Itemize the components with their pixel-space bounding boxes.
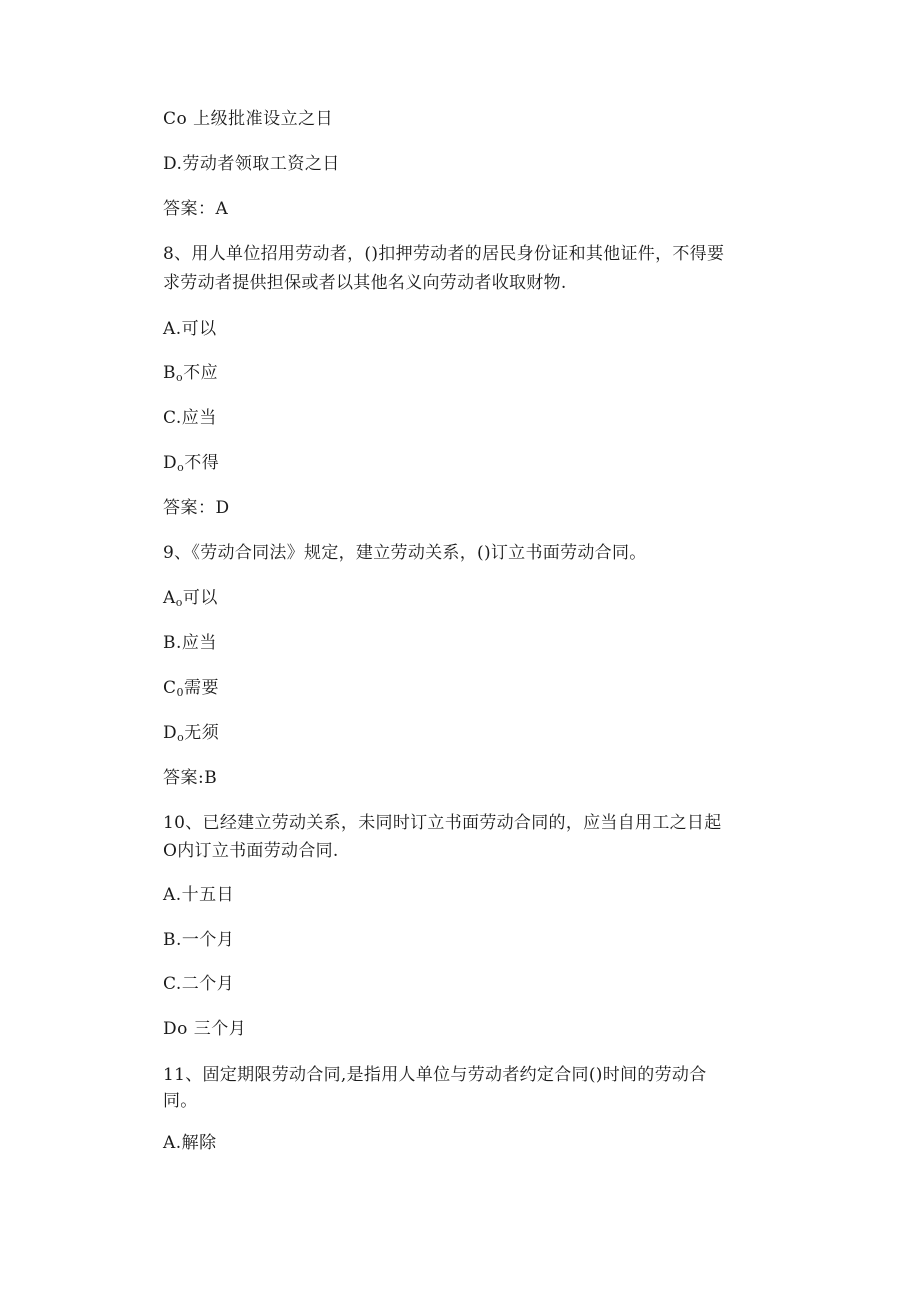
option-subscript: o xyxy=(177,731,185,744)
question-11-line-2: 同。 xyxy=(163,1091,198,1111)
option-d-line: Do 三个月 xyxy=(163,1019,247,1039)
option-text: 无须 xyxy=(184,723,220,743)
option-c-line: Co 上级批准设立之日 xyxy=(163,109,334,129)
option-subscript: o xyxy=(176,371,184,384)
option-a-line: A.解除 xyxy=(163,1133,217,1153)
option-subscript: o xyxy=(175,596,183,609)
option-letter: C xyxy=(163,678,177,698)
question-8-line-1: 8、用人单位招用劳动者，()扣押劳动者的居民身份证和其他证件，不得要 xyxy=(163,244,725,264)
option-c-line: C.应当 xyxy=(163,408,217,428)
option-text: 不应 xyxy=(183,363,219,383)
option-letter: B xyxy=(163,363,176,383)
answer-line: 答案：A xyxy=(163,199,229,219)
question-11-line-1: 11、固定期限劳动合同,是指用人单位与劳动者约定合同()时间的劳动合 xyxy=(163,1065,707,1085)
option-letter: A xyxy=(163,588,176,608)
option-text: 需要 xyxy=(184,678,220,698)
question-10-line-2: O内订立书面劳动合同. xyxy=(163,841,339,861)
answer-line: 答案：D xyxy=(163,498,230,518)
option-d-line xyxy=(163,452,219,474)
option-letter: D xyxy=(163,453,178,473)
option-a-line xyxy=(163,587,218,609)
option-subscript: 0 xyxy=(176,686,185,699)
option-text: 不得 xyxy=(184,453,220,473)
option-subscript: o xyxy=(177,461,185,474)
question-8-line-2: 求劳动者提供担保或者以其他名义向劳动者收取财物. xyxy=(163,273,567,293)
option-a-line: A.十五日 xyxy=(163,885,235,905)
question-9-line: 9、《劳动合同法》规定，建立劳动关系，()订立书面劳动合同。 xyxy=(163,543,647,563)
option-c-line xyxy=(163,677,219,699)
option-b-line: B.一个月 xyxy=(163,930,235,950)
option-d-line: D.劳动者领取工资之日 xyxy=(163,154,340,174)
question-10-line-1: 10、已经建立劳动关系，未同时订立书面劳动合同的，应当自用工之日起 xyxy=(163,813,722,833)
option-b-line xyxy=(163,362,218,384)
answer-line: 答案:B xyxy=(163,768,218,788)
option-b-line: B.应当 xyxy=(163,633,217,653)
option-c-line: C.二个月 xyxy=(163,974,235,994)
option-letter: D xyxy=(163,723,178,743)
option-d-line xyxy=(163,722,219,744)
option-text: 可以 xyxy=(182,588,218,608)
option-a-line: A.可以 xyxy=(163,319,217,339)
